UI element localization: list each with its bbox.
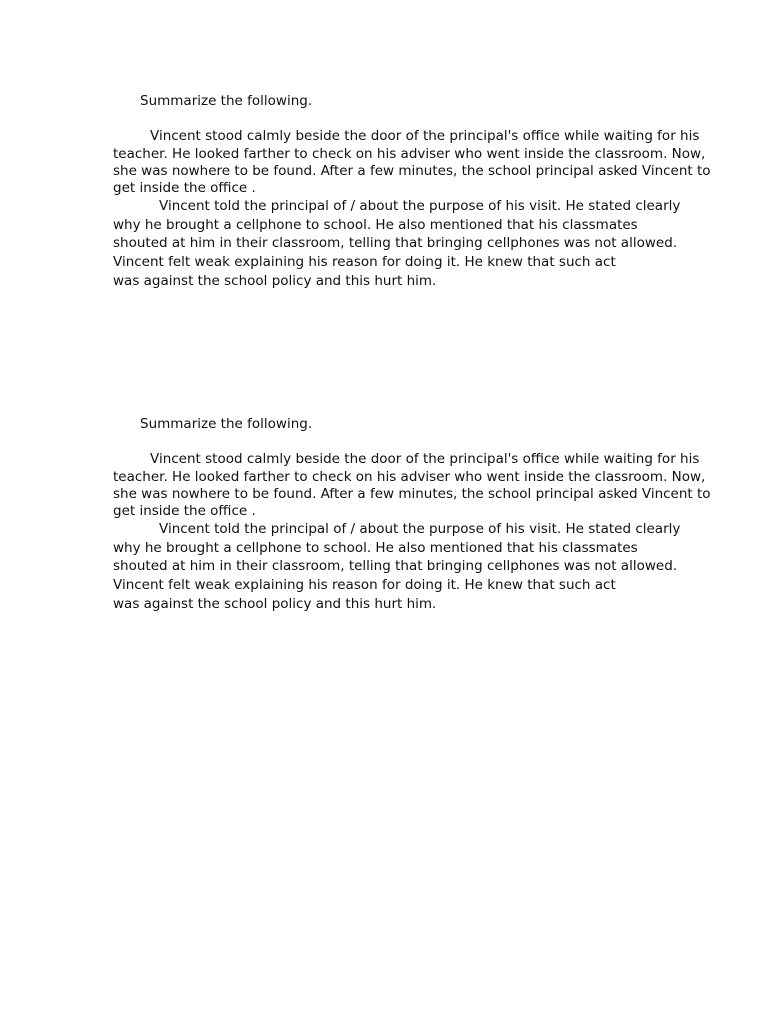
paragraph-1-line: get inside the office .: [113, 180, 256, 196]
paragraph-1-line: get inside the office .: [113, 503, 256, 519]
paragraph-1-line: teacher. He looked farther to check on his adviser who went inside the classroom. Now,: [113, 469, 706, 485]
paragraph-2-line: shouted at him in their classroom, telling that bringing cellphones was not allowed.: [113, 558, 678, 574]
paragraph-1-line: Vincent stood calmly beside the door of the principal's office while waiting for his: [150, 128, 700, 144]
paragraph-2-line: was against the school policy and this hurt him.: [113, 273, 437, 289]
paragraph-1-line: she was nowhere to be found. After a few minutes, the school principal asked Vincent to: [113, 163, 711, 179]
paragraph-2-line: why he brought a cellphone to school. He also mentioned that his classmates: [113, 217, 638, 233]
prompt-heading: Summarize the following.: [140, 416, 313, 432]
paragraph-2-line: Vincent told the principal of / about the purpose of his visit. He stated clearly: [159, 521, 681, 537]
prompt-heading: Summarize the following.: [140, 93, 313, 109]
paragraph-2-line: why he brought a cellphone to school. He also mentioned that his classmates: [113, 540, 638, 556]
paragraph-1-line: teacher. He looked farther to check on his adviser who went inside the classroom. Now,: [113, 146, 706, 162]
paragraph-2-line: Vincent felt weak explaining his reason for doing it. He knew that such act: [113, 254, 616, 270]
paragraph-2-line: Vincent told the principal of / about the purpose of his visit. He stated clearly: [159, 198, 681, 214]
paragraph-1-line: she was nowhere to be found. After a few minutes, the school principal asked Vincent to: [113, 486, 711, 502]
paragraph-2-line: Vincent felt weak explaining his reason for doing it. He knew that such act: [113, 577, 616, 593]
paragraph-1-line: Vincent stood calmly beside the door of the principal's office while waiting for his: [150, 451, 700, 467]
paragraph-2-line: was against the school policy and this hurt him.: [113, 596, 437, 612]
paragraph-2-line: shouted at him in their classroom, telling that bringing cellphones was not allowed.: [113, 235, 678, 251]
